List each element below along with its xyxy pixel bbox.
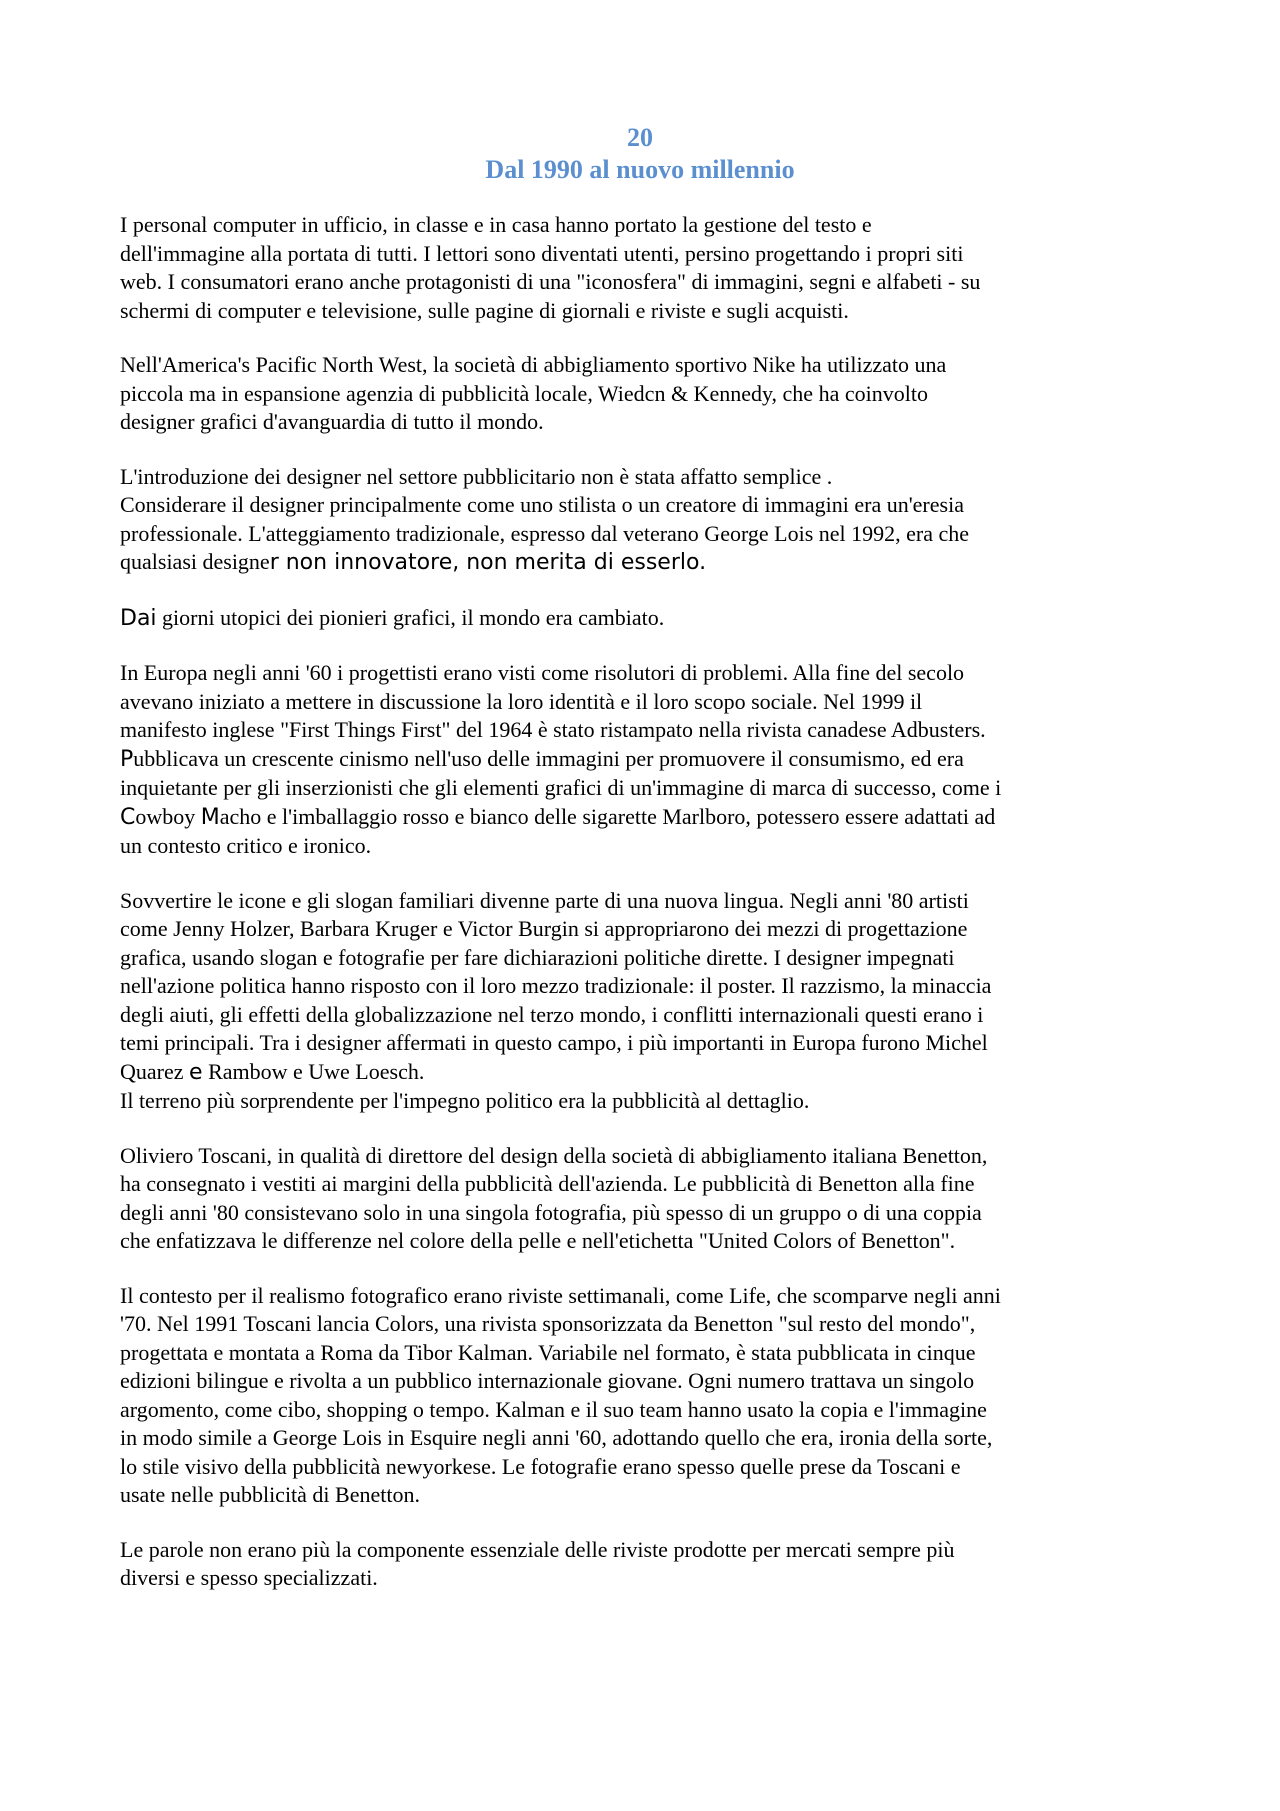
text-line: schermi di computer e televisione, sulle pagine di giornali e riviste e sugli acquisti. bbox=[120, 297, 849, 323]
text-line: I personal computer in ufficio, in classe e in casa hanno portato la gestione del testo e bbox=[120, 212, 872, 237]
text-line: web. I consumatori erano anche protagonisti di una "iconosfera" di immagini, segni e alfabeti - su bbox=[120, 269, 981, 294]
text-run: acho e l'imballaggio rosso e bianco delle sigarette Marlboro, potessero essere adattati ad bbox=[219, 803, 996, 829]
text-line: degli anni '80 consistevano solo in una singola fotografia, più spesso di un gruppo o di una coppia bbox=[120, 1199, 982, 1225]
text-run: owboy bbox=[135, 803, 201, 829]
text-line: degli aiuti, gli effetti della globalizzazione nel terzo mondo, i conflitti internazionali questi erano i bbox=[120, 1001, 984, 1027]
text-line bbox=[120, 745, 1165, 775]
text-line: Il terreno più sorprendente per l'impegno politico era la pubblicità al dettaglio. bbox=[120, 1088, 810, 1113]
text-line: usate nelle pubblicità di Benetton. bbox=[120, 1482, 420, 1507]
text-line: dell'immagine alla portata di tutti. I lettori sono diventati utenti, persino progettando i propri siti bbox=[120, 240, 964, 266]
text-line: grafica, usando slogan e fotografie per fare dichiarazioni politiche dirette. I designer impegnati bbox=[120, 944, 955, 970]
text-line: Le parole non erano più la componente essenziale delle riviste prodotte per mercati sempre più bbox=[120, 1536, 955, 1562]
text-line: inquietante per gli inserzionisti che gli elementi grafici di un'immagine di marca di successo, come i bbox=[120, 775, 1002, 800]
text-line: in modo simile a George Lois in Esquire negli anni '60, adottando quello che era, ironia della sorte, bbox=[120, 1425, 993, 1450]
body-text bbox=[120, 211, 1165, 1619]
paragraph-2 bbox=[120, 351, 1165, 437]
paragraph-5 bbox=[120, 659, 1165, 861]
paragraph-4 bbox=[120, 604, 1165, 634]
text-run: ubblicava un crescente cinismo nell'uso delle immagini per promuovere il consumismo, ed era bbox=[133, 745, 964, 771]
text-line bbox=[120, 604, 1165, 634]
text-line: designer grafici d'avanguardia di tutto il mondo. bbox=[120, 409, 544, 434]
text-run: Rambow e Uwe Loesch. bbox=[202, 1058, 425, 1084]
text-line: argomento, come cibo, shopping o tempo. Kalman e il suo team hanno usato la copia e l'immagine bbox=[120, 1396, 987, 1422]
text-line: Nell'America's Pacific North West, la società di abbigliamento sportivo Nike ha utilizzato una bbox=[120, 352, 947, 377]
text-line bbox=[120, 548, 1165, 578]
text-run: giorni utopici dei pionieri grafici, il mondo era cambiato. bbox=[156, 604, 665, 630]
text-run: C bbox=[120, 804, 136, 830]
chapter-title: Dal 1990 al nuovo millennio bbox=[485, 155, 795, 184]
paragraph-3 bbox=[120, 463, 1165, 578]
chapter-number: 20 bbox=[627, 123, 653, 152]
text-run: e bbox=[189, 1059, 203, 1085]
text-line: lo stile visivo della pubblicità newyorkese. Le fotografie erano spesso quelle prese da Toscani e bbox=[120, 1453, 961, 1479]
paragraph-1 bbox=[120, 211, 1165, 325]
text-line: professionale. L'atteggiamento tradizionale, espresso dal veterano George Lois nel 1992, era che bbox=[120, 520, 970, 546]
text-line: nell'azione politica hanno risposto con il loro mezzo tradizionale: il poster. Il razzismo, la minaccia bbox=[120, 973, 992, 998]
paragraph-7 bbox=[120, 1142, 1165, 1256]
text-line: L'introduzione dei designer nel settore pubblicitario non è stata affatto semplice . bbox=[120, 463, 833, 489]
text-line: '70. Nel 1991 Toscani lancia Colors, una rivista sponsorizzata da Benetton "sul resto del mondo", bbox=[120, 1311, 976, 1336]
text-line: avevano iniziato a mettere in discussione la loro identità e il loro scopo sociale. Nel 1999 il bbox=[120, 688, 923, 714]
paragraph-8 bbox=[120, 1282, 1165, 1510]
text-line bbox=[120, 803, 1165, 833]
text-line: Oliviero Toscani, in qualità di direttore del design della società di abbigliamento italiana Benetton, bbox=[120, 1142, 988, 1168]
text-line: temi principali. Tra i designer affermati in questo campo, i più importanti in Europa furono Michel bbox=[120, 1030, 988, 1055]
text-line: progettata e montata a Roma da Tibor Kalman. Variabile nel formato, è stata pubblicata in cinque bbox=[120, 1339, 976, 1365]
text-run: qualsiasi designe bbox=[120, 549, 270, 574]
text-line: Il contesto per il realismo fotografico erano riviste settimanali, come Life, che scomparve negli anni bbox=[120, 1282, 1001, 1308]
text-line: edizioni bilingue e rivolta a un pubblico internazionale giovane. Ogni numero trattava un singolo bbox=[120, 1368, 975, 1393]
text-line: diversi e spesso specializzati. bbox=[120, 1565, 378, 1590]
text-line: In Europa negli anni '60 i progettisti erano visti come risolutori di problemi. Alla fine del secolo bbox=[120, 660, 965, 685]
text-line: manifesto inglese "First Things First" del 1964 è stato ristampato nella rivista canadese Adbusters. bbox=[120, 717, 986, 742]
text-run: M bbox=[200, 804, 220, 830]
text-run: Quarez bbox=[120, 1058, 190, 1084]
text-run: r non innovatore, non merita di esserlo. bbox=[269, 550, 707, 575]
text-line: piccola ma in espansione agenzia di pubblicità locale, Wiedcn & Kennedy, che ha coinvolto bbox=[120, 380, 928, 406]
text-line: ha consegnato i vestiti ai margini della pubblicità dell'azienda. Le pubblicità di Benetton alla fine bbox=[120, 1171, 975, 1196]
text-line: Considerare il designer principalmente come uno stilista o un creatore di immagini era un'eresia bbox=[120, 492, 964, 517]
text-line bbox=[120, 1058, 1165, 1088]
text-run: P bbox=[120, 746, 134, 772]
paragraph-9 bbox=[120, 1536, 1165, 1593]
text-line: Sovvertire le icone e gli slogan familiari divenne parte di una nuova lingua. Negli anni '80 artisti bbox=[120, 887, 969, 913]
text-run: Dai bbox=[120, 605, 157, 631]
text-line: come Jenny Holzer, Barbara Kruger e Victor Burgin si appropriarono dei mezzi di progettazione bbox=[120, 916, 968, 941]
text-line: che enfatizzava le differenze nel colore della pelle e nell'etichetta "United Colors of Benetton". bbox=[120, 1228, 956, 1253]
text-line: un contesto critico e ironico. bbox=[120, 833, 372, 858]
paragraph-6 bbox=[120, 887, 1165, 1116]
